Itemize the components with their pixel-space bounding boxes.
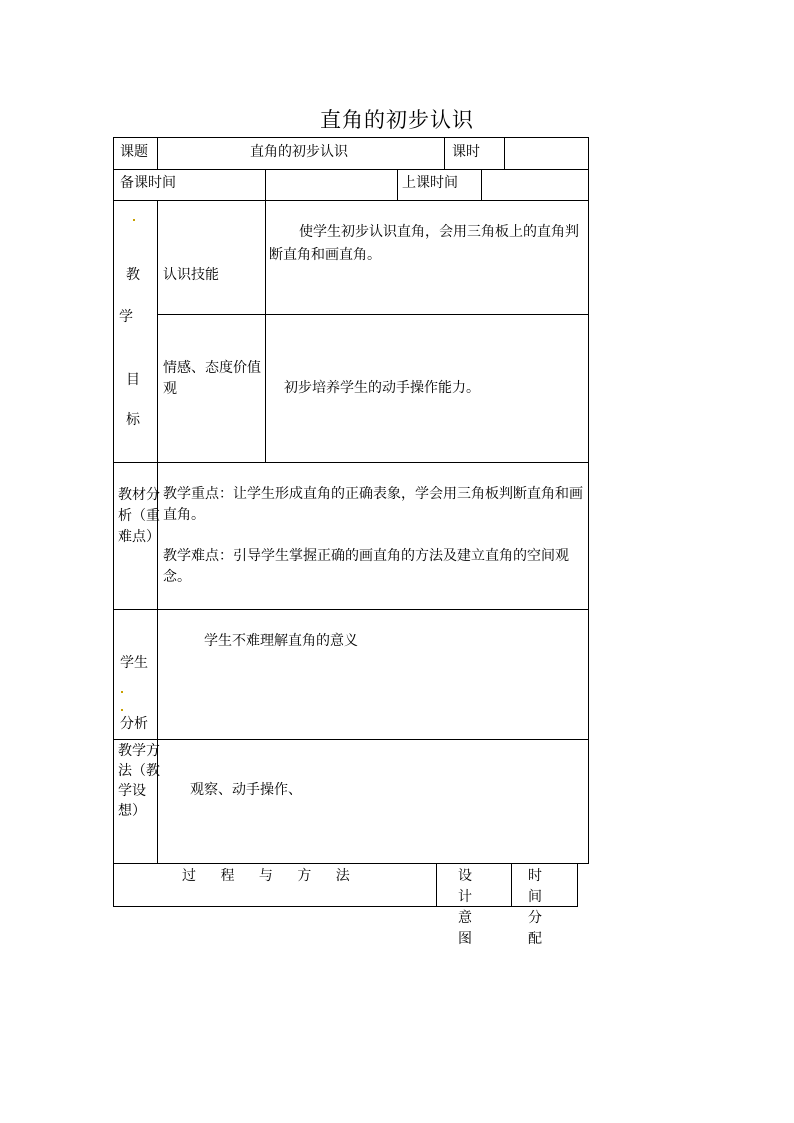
class-time-label: 上课时间	[402, 175, 458, 191]
period-value-cell	[504, 137, 589, 170]
decorative-dot	[121, 691, 123, 693]
method-content: 观察、动手操作、	[190, 782, 302, 798]
objective-2-content: 初步培养学生的动手操作能力。	[284, 380, 480, 396]
student-label-bottom: 分析	[120, 716, 148, 732]
time-label: 时间分配	[528, 868, 546, 947]
topic-value: 直角的初步认识	[250, 144, 348, 160]
class-time-value-cell	[481, 169, 589, 201]
objective-2-category: 情感、态度价值观	[163, 360, 261, 397]
topic-label: 课题	[120, 144, 148, 160]
method-content-cell	[157, 739, 589, 864]
objectives-label-char-4: 标	[126, 412, 140, 428]
student-content: 学生不难理解直角的意义	[204, 633, 358, 649]
material-difficult-point: 教学难点：引导学生掌握正确的画直角的方法及建立直角的空间观念。	[163, 548, 569, 585]
material-key-point: 教学重点：让学生形成直角的正确表象，学会用三角板判断直角和画直角。	[163, 486, 583, 523]
prep-time-label: 备课时间	[120, 175, 176, 191]
design-label: 设计意图	[458, 868, 476, 947]
objectives-label-char-3: 目	[126, 372, 140, 388]
objectives-label-char-1: 教	[126, 267, 140, 283]
objective-1-category: 认识技能	[163, 267, 219, 283]
objective-1-category-cell	[157, 200, 266, 315]
method-label: 教学方法（教学设想）	[118, 743, 160, 819]
decorative-dot	[133, 219, 135, 221]
objectives-label-char-2: 学	[119, 309, 133, 325]
prep-time-value-cell	[265, 169, 398, 201]
student-label-top: 学生	[120, 655, 148, 671]
student-content-cell	[157, 609, 589, 740]
material-label: 教材分析（重难点）	[118, 487, 160, 545]
process-label: 过 程 与 方 法	[182, 868, 360, 884]
decorative-dot	[121, 709, 123, 711]
objective-1-content: 使学生初步认识直角，会用三角板上的直角判断直角和画直角。	[269, 224, 579, 263]
page-title: 直角的初步认识	[320, 108, 474, 132]
period-label: 课时	[452, 144, 480, 160]
